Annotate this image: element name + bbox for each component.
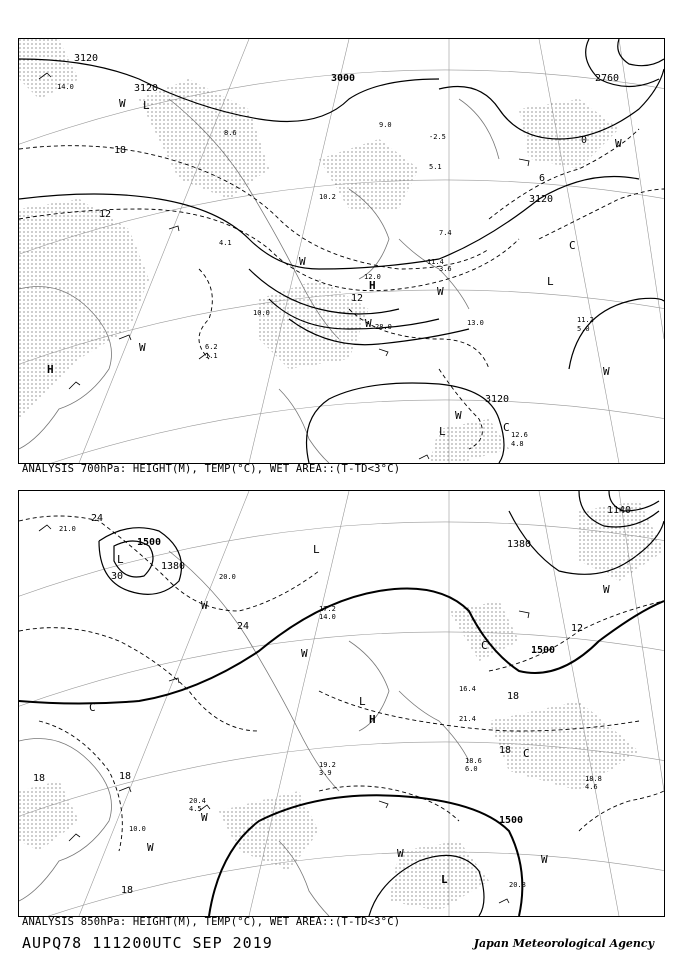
temp-label: 12 [351,293,364,304]
chart-identifier: AUPQ78 111200UTC SEP 2019 [22,934,273,952]
system-marker: W [301,647,308,660]
station-value: 21.4 [459,715,476,723]
system-marker: W [299,255,306,268]
station-value: 17.2 [319,605,336,613]
station-values-850 [59,525,602,889]
station-value: 18.8 [585,775,602,783]
station-value: 8.6 [224,129,237,137]
height-label: 1500 [531,645,556,656]
height-label: 3120 [485,394,510,405]
station-value: 3.9 [319,769,332,777]
temp-label: 18 [33,773,46,784]
system-marker: C [503,421,510,434]
station-value: 4.1 [219,239,232,247]
station-value: 10.0 [253,309,270,317]
height-label: 1500 [137,537,162,548]
system-marker: H [369,713,376,726]
station-value: -2.5 [429,133,446,141]
station-value: 5.0 [577,325,590,333]
map-850hpa [18,490,665,917]
system-marker: W [541,853,548,866]
system-marker: W [139,341,146,354]
station-value: 7.4 [439,229,452,237]
station-value: 9.0 [379,121,392,129]
caption-700hpa: ANALYSIS 700hPa: HEIGHT(M), TEMP(°C), WET AREA::(T-TD<3°C) [22,463,401,475]
map-700hpa [18,38,665,464]
station-value: 12.6 [511,431,528,439]
system-marker: W [201,599,208,612]
height-contours-850 [19,491,664,916]
temp-label: 18 [119,771,132,782]
system-marker: W [603,583,610,596]
height-label: 3000 [331,73,356,84]
height-label: 2760 [595,73,620,84]
station-value: 11.2 [577,316,594,324]
temp-label: 12 [99,209,112,220]
system-marker: C [89,701,96,714]
station-value: 11.4 [427,258,444,266]
system-marker: W [119,97,126,110]
station-value: 28.0 [375,323,392,331]
station-value: 4.8 [511,440,524,448]
system-marker: L [439,425,446,438]
system-marker: H [369,279,376,292]
system-marker: H [47,363,54,376]
system-marker: L [441,873,448,886]
height-label: 3120 [74,53,99,64]
height-label: 3120 [529,194,554,205]
station-value: 6.2 [205,343,218,351]
system-marker: W [397,847,404,860]
station-value: 14.0 [319,613,336,621]
wet-area-700 [19,39,619,463]
system-marker: W [455,409,462,422]
station-value: 19.2 [319,761,336,769]
station-value: 16.4 [459,685,476,693]
station-value: 20.0 [219,573,236,581]
station-value: 4.6 [585,783,598,791]
system-marker: W [615,137,622,150]
temp-label: 24 [237,621,250,632]
caption-850hpa: ANALYSIS 850hPa: HEIGHT(M), TEMP(°C), WET AREA::(T-TD<3°C) [22,916,401,928]
system-marker: W [365,317,372,330]
system-marker: L [117,553,124,566]
height-label: 1500 [499,815,524,826]
station-value: 13.0 [467,319,484,327]
temp-label: 12 [571,623,584,634]
temp-label: 6 [539,173,546,184]
system-marker: L [143,99,150,112]
station-value: 10.2 [319,193,336,201]
station-value: 1.1 [205,352,218,360]
system-marker: L [547,275,554,288]
temp-label: 18 [499,745,512,756]
temp-label: 18 [507,691,520,702]
station-value: 20.8 [509,881,526,889]
map-700hpa-canvas [19,39,664,463]
station-value: 12.0 [364,273,381,281]
temp-label: 24 [91,513,104,524]
system-marker: W [201,811,208,824]
height-label: 3120 [134,83,159,94]
station-value: 3.6 [439,265,452,273]
system-marker: C [523,747,530,760]
temp-label: 30 [111,571,124,582]
station-value: 5.1 [429,163,442,171]
temp-label: 18 [121,885,134,896]
station-value: 10.0 [129,825,146,833]
temp-label: 18 [114,145,127,156]
station-value: 4.5 [189,805,202,813]
height-label: 1380 [161,561,186,572]
system-marker: L [313,543,320,556]
height-label: 1380 [507,539,532,550]
station-value: 21.0 [59,525,76,533]
agency-name: Japan Meteorological Agency [473,937,654,950]
system-marker: W [603,365,610,378]
system-marker: C [481,639,488,652]
station-value: 14.0 [57,83,74,91]
station-value: 20.4 [189,797,206,805]
temp-label: 0 [581,135,588,146]
station-value: 6.0 [465,765,478,773]
system-marker: W [437,285,444,298]
height-label: 1140 [607,505,632,516]
station-value: 18.6 [465,757,482,765]
system-marker: W [147,841,154,854]
system-marker: L [359,695,366,708]
system-marker: C [569,239,576,252]
map-850hpa-canvas [19,491,664,916]
wet-area-850 [19,501,664,911]
